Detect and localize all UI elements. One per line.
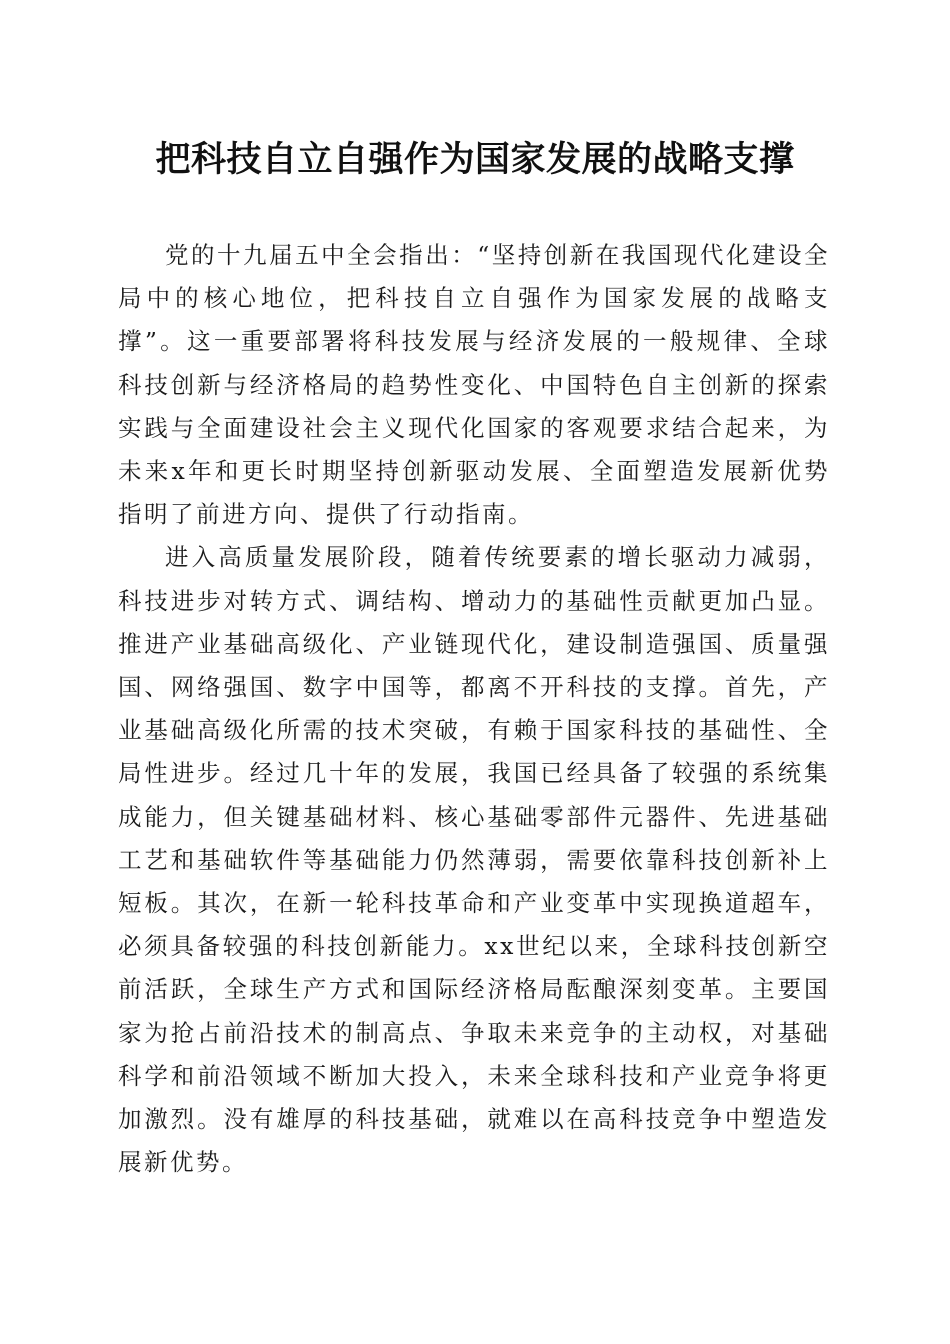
document-title: 把科技自立自强作为国家发展的战略支撑: [155, 140, 795, 180]
document-body: [118, 234, 830, 1184]
body-paragraph-2: 进入高质量发展阶段，随着传统要素的增长驱动力减弱，科技进步对转方式、调结构、增动力的基础性贡献更加凸显。推进产业基础高级化、产业链现代化，建设制造强国、质量强国、网络强国、数字中国等，都离不开科技的支撑。首先，产业基础高级化所需的技术突破，有赖于国家科技的基础性、全局性进步。经过几十年的发展，我国已经具备了较强的系统集成能力，但关键基础材料、核心基础零部件元器件、先进基础工艺和基础软件等基础能力仍然薄弱，需要依靠科技创新补上短板。其次，在新一轮科技革命和产业变革中实现换道超车，必须具备较强的科技创新能力。xx世纪以来，全球科技创新空前活跃，全球生产方式和国际经济格局酝酿深刻变革。主要国家为抢占前沿技术的制高点、争取未来竞争的主动权，对基础科学和前沿领域不断加大投入，未来全球科技和产业竞争将更加激烈。没有雄厚的科技基础，就难以在高科技竞争中塑造发展新优势。: [118, 543, 830, 1177]
body-paragraph-1: 党的十九届五中全会指出：“坚持创新在我国现代化建设全局中的核心地位，把科技自立自强作为国家发展的战略支撑”。这一重要部署将科技发展与经济发展的一般规律、全球科技创新与经济格局的趋势性变化、中国特色自主创新的探索实践与全面建设社会主义现代化国家的客观要求结合起来，为未来x年和更长时期坚持创新驱动发展、全面塑造发展新优势指明了前进方向、提供了行动指南。: [118, 241, 830, 529]
